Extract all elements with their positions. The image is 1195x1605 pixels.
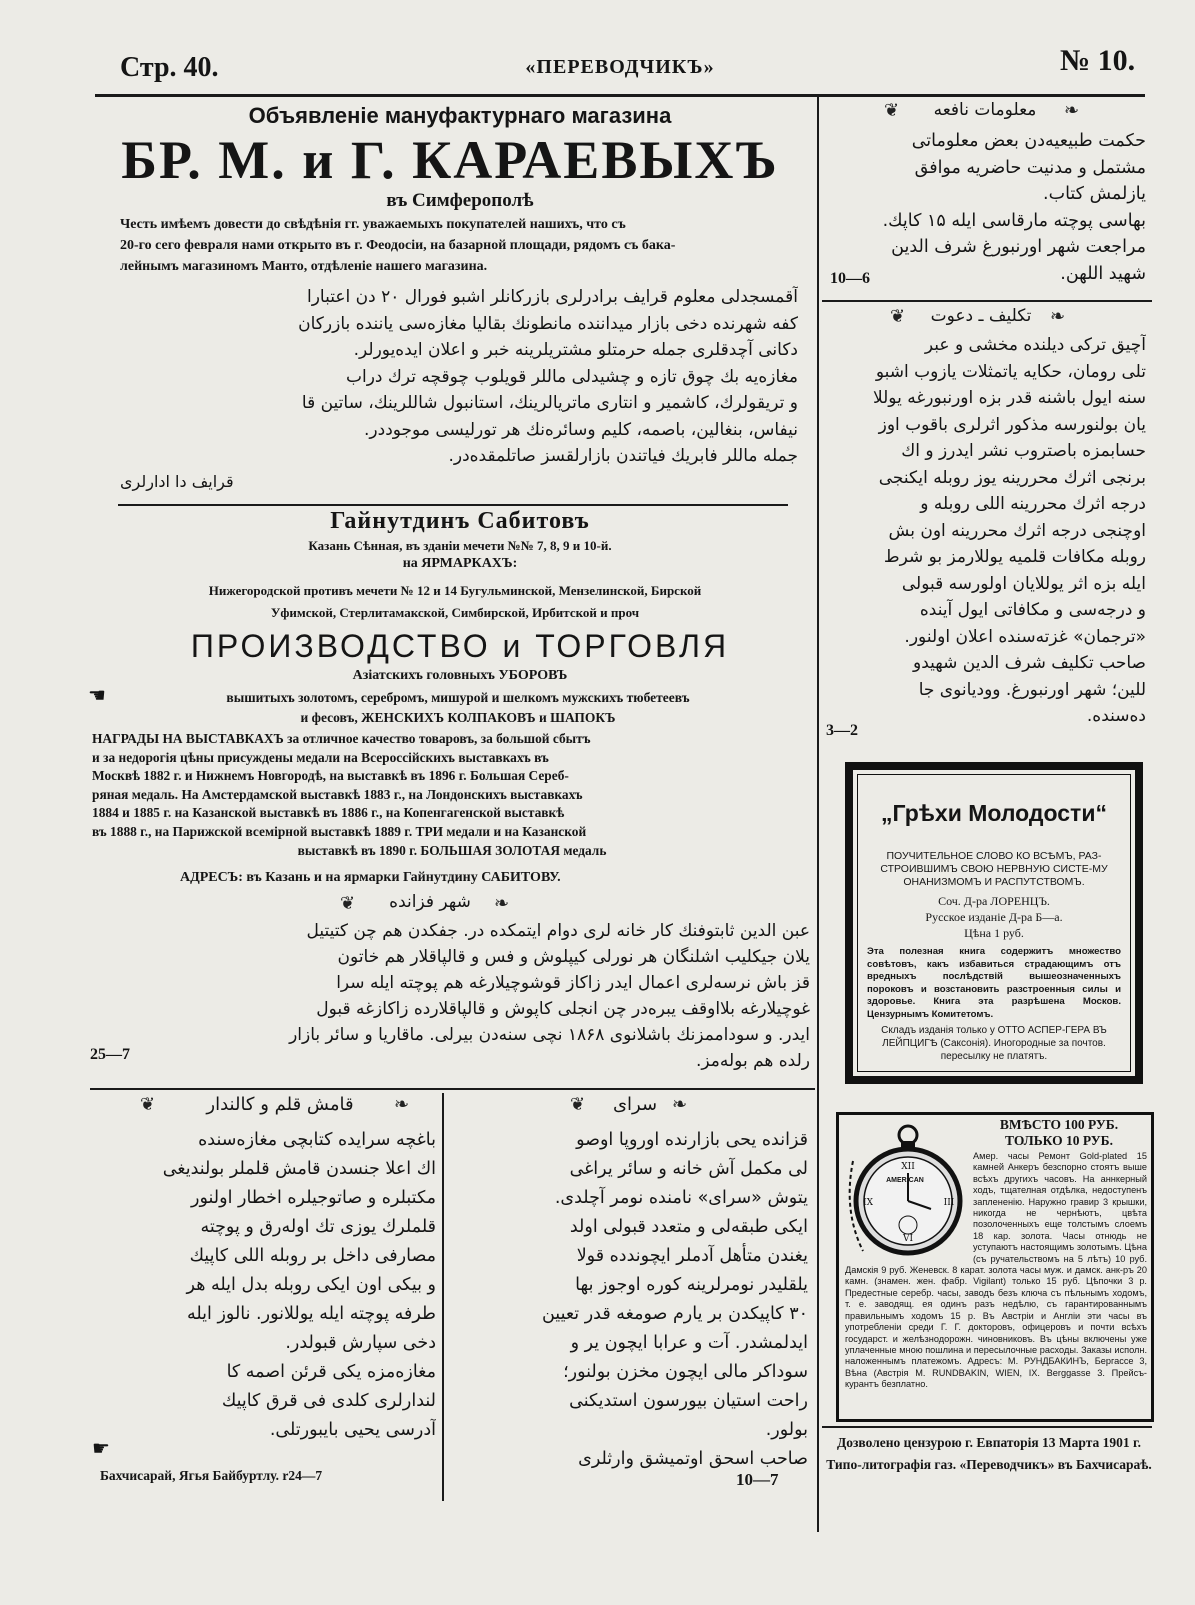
newspaper-title: «ПЕРЕВОДЧИКЪ» bbox=[525, 56, 715, 78]
karaev-place: въ Симферополѣ bbox=[386, 190, 534, 211]
ornament-icon: ❦ bbox=[890, 306, 906, 326]
sabitov-awards-line: ряная медаль. На Амстердамской выставкѣ 1883 г., на Лондонскихъ выставкахъ bbox=[92, 786, 583, 802]
daawat-title: تکلیف ـ دعوت bbox=[930, 306, 1032, 326]
grekhi-author: Соч. Д-ра ЛОРЕНЦЪ. bbox=[938, 894, 1050, 908]
daawat-line: برنجی اثرك محررینه یوز روبله ایکنجی bbox=[878, 467, 1146, 488]
sabitov-tatar-number: 25—7 bbox=[90, 1046, 130, 1063]
sabitov-address: Казань Сѣнная, въ зданiи мечети №№ 7, 8, 9 и 10-й. bbox=[308, 538, 612, 553]
sabitov-tt-line: یلان جیکلیب اشلنگان هر نورلی کیپلوش و فس و قالپاقلار هم خاتون bbox=[337, 947, 810, 967]
sabitov-awards bbox=[92, 730, 812, 860]
sabitov-fairs bbox=[95, 580, 815, 624]
saray-line: لی مکمل آش خانه و سائر یراغی bbox=[569, 1159, 808, 1179]
saray-title: سرای bbox=[612, 1094, 658, 1115]
sabitov-awards-line: 1884 и 1885 г. на Казанской выставкѣ въ 1886 г., на Копенгагенской выставкѣ bbox=[92, 805, 565, 821]
saray-number: 10—7 bbox=[736, 1470, 779, 1489]
watch-text: Амер. часы Ремонт Gold-plated 15 камней Анкеръ безспорно стоятъ выше всѣхъ другихъ часовъ. На аннкерный ходъ, тщателная отдѣлка, недоступенъ заплененiю. Наружно гравир 3 крышки, никогда не чернѣютъ, цвѣта позолоченныхъ еще толстымъ слоемъ 18 кар. золота. Часы отнюдь не уступаютъ настоящимъ золотымъ. Цѣна (съ ручательствомъ на 5 лѣтъ) 10 руб. Дамскiя 9 руб. Женевск. 8 карат. золота часы муж. и дамск. анк-ръ 20 камн. (знамен. жен. фабр. Vigilant) только 15 руб. Цѣпочки 3 р. Предестные серебр. часы, заводъ безъ ключа съ пѣльнымъ ходомъ, т. е. заводящ. ея одинъ разъ недѣлю, съ гарантированнымъ правильнымъ ходомъ 15 р. Въ Австрiи и Англiи эти часы въ употребленiи среди Г. Г. докторовъ, офицеровъ и почти всѣхъ государст. и желѣзнодорожн. чиновниковъ. Въ цѣны включены уже уплаченные мною пошлина и пересылочные расходы. Заказы исполн. наложеннымъ платежомъ. Адресъ: М. РУНДБАКИНЪ, Бергассе 3, Вѣна (Австрiя M. RUNDBAKIN, WIEN, IX. Berggasse 3. Прейсъ-курантъ безплатно. bbox=[845, 1151, 1147, 1390]
ornament-icon: ❦ bbox=[570, 1094, 586, 1114]
saray-line: یلقلیدر نومرلرینه کوره اوجوز بها bbox=[575, 1275, 808, 1295]
malumat-line: حکمت طبیعیه‌دن بعض معلوماتی bbox=[911, 131, 1146, 151]
daawat-line: آچیق ترکی دیلنده مخشی و عبر bbox=[924, 335, 1146, 355]
daawat-line: تلی رومان، حکایه یاتمثلات یازوب اشبو bbox=[875, 361, 1146, 382]
grekhi-price: Цѣна 1 руб. bbox=[964, 926, 1024, 940]
sabitov-awards-line: выставкѣ въ 1890 г. БОЛЬШАЯ ЗОЛОТАЯ медаль bbox=[297, 842, 607, 858]
malumat-line: مشتمل و مدنیت حاضریه موافق bbox=[914, 157, 1146, 178]
malumat-number: 10—6 bbox=[830, 270, 870, 287]
saray-line: بولور. bbox=[765, 1420, 808, 1440]
ornament-icon: ❦ bbox=[340, 893, 356, 913]
saray-line: ۳۰ کاپیکدن بر یارم صومغه قدر تعیین bbox=[541, 1304, 808, 1324]
divider-malumat bbox=[822, 300, 1152, 302]
karaev-tt-line: دکانی آچدقلری جمله حرمتلو مشتریلرینه خبر و اعلان ایده‌یورلر. bbox=[353, 340, 798, 360]
ad-grekhi bbox=[845, 762, 1143, 1084]
daawat-line: «ترجمان» غزته‌سنده اعلان اولنور. bbox=[904, 626, 1146, 647]
daawat-text bbox=[826, 332, 1146, 730]
grekhi-title: „Грѣхи Молодости“ bbox=[881, 800, 1107, 826]
karaev-ru-line: лейнымъ магазиномъ Манто, отдѣленiе нашего магазина. bbox=[120, 259, 488, 274]
karaev-tt-line: مغازه‌یه بك چوق تازه و چشیدلی ماللر قویلوب چوقچه ترك دراب bbox=[345, 366, 798, 387]
sabitov-fairs-heading: на ЯРМАРКАХЪ: bbox=[402, 556, 518, 571]
saray-line: یتوش «سرای» نامنده نومر آچلدی. bbox=[554, 1188, 808, 1208]
kamysh-line: طرفه پوچته ایله یوللانور. نالوز ایله bbox=[187, 1304, 436, 1324]
karaev-tatar-sign: قرایف دا ادارلری bbox=[120, 472, 234, 491]
daawat-line: سنه ایول باشنه قدر بزه اورنبورغه یوللا bbox=[872, 388, 1146, 408]
karaev-tt-line: آقمسجدلی معلوم قرایف برادرلری بازرکانلر اشبو فورال ۲۰ دن اعتبارا bbox=[307, 287, 798, 307]
kamysh-line: باغچه سرایده کتابچی مغازه‌سنده bbox=[198, 1130, 436, 1150]
daawat-number: 3—2 bbox=[826, 722, 858, 739]
malumat-text bbox=[826, 128, 1146, 287]
ornament-icon: ❧ bbox=[394, 1094, 410, 1114]
sabitov-awards-line: НАГРАДЫ НА ВЫСТАВКАХЪ за отличное качество товаровъ, за большой сбытъ bbox=[92, 731, 591, 746]
karaev-tt-line: جمله ماللر فابریك فیاتندن بازارلقسز صاتلمقده‌در. bbox=[448, 446, 798, 466]
malumat-title: معلومات نافعه bbox=[933, 100, 1037, 120]
karaev-kicker: Объявленiе мануфактурнаго магазина bbox=[248, 103, 672, 128]
divider-sabitov bbox=[90, 1088, 815, 1090]
daawat-line: روبله مکافات قلمیه یوللارمز بو شرط bbox=[883, 547, 1146, 567]
watch-text-wrap bbox=[845, 1151, 1147, 1417]
kamysh-line: قلملرك یوزی تك اوله‌رق و پوچته bbox=[200, 1217, 436, 1237]
karaev-tt-line: و تریقولرك، کاشمیر و انتاری ماتریالرینك، استانبول شاللرینك، ساتین قا bbox=[301, 393, 798, 413]
kamysh-line: و بیکی اون ایکی روبله بدل ایله هر bbox=[186, 1275, 436, 1295]
kamysh-footer: Бахчисарай, Ягья Байбуртлу. r24—7 bbox=[100, 1468, 323, 1483]
daawat-line: اوچنجی درجه اثرك محررینه اون بش bbox=[888, 520, 1146, 541]
karaev-tatar-text bbox=[118, 284, 798, 470]
sabitov-tatar-text bbox=[90, 918, 810, 1074]
kamysh-line: مغازه‌مزه یکی قرئن اصمه کا bbox=[226, 1362, 436, 1382]
ornament-icon: ❧ bbox=[494, 893, 510, 913]
kamysh-line: مکتبلره و صاتوجیلره اخطار اولنور bbox=[191, 1188, 436, 1208]
sabitov-awards-line: Москвѣ 1882 г. и Нижнемъ Новгородѣ, на выставкѣ въ 1896 г. Большая Сереб- bbox=[92, 768, 569, 784]
karaev-tt-line: نیفاس، بنغالین، باصمه، کلیم وسائره‌نك هر تورلیسی موجوددر. bbox=[364, 419, 798, 440]
pointing-hand-icon: ☚ bbox=[88, 685, 106, 707]
karaev-tt-line: کفه شهرنده دخی بازار میداننده مانطونك بقالیا مغازه‌سی یاننده بازرکان bbox=[298, 313, 798, 334]
karaev-ru-line: Честь имѣемъ довести до свѣдѣнiя гг. уважаемыхъ покупателей нашихъ, что съ bbox=[120, 217, 626, 232]
sabitov-goods bbox=[118, 688, 798, 728]
sabitov-subhead: Азiатскихъ головныхъ УБОРОВЪ bbox=[352, 668, 568, 683]
page-number: Стр. 40. bbox=[120, 52, 219, 83]
sabitov-tt-line: غوچیلارغه بلااوقف یبره‌در چن انجلی کاپوش و قالپاقلارده زاکازغه قبول bbox=[316, 999, 810, 1019]
sabitov-name: Гайнутдинъ Сабитовъ bbox=[330, 508, 590, 534]
svg-text:IX: IX bbox=[863, 1198, 873, 1208]
sabitov-goods-line: вышитыхъ золотомъ, серебромъ, мишурой и шелкомъ мужскихъ тюбетеевъ bbox=[226, 690, 690, 705]
ad-watch bbox=[836, 1112, 1154, 1422]
daawat-line: للین؛ شهر اورنبورغ. وودیانوی جا bbox=[918, 679, 1146, 700]
saray-line: سوداکر مالی ایچون مخزن بولنور؛ bbox=[563, 1362, 808, 1382]
kamysh-text bbox=[96, 1126, 436, 1445]
kamysh-line: اك اعلا جنسدن قامش قلملر بولندیغی bbox=[162, 1159, 436, 1179]
sabitov-fair-line: Нижегородской противъ мечети № 12 и 14 Бугульминской, Мензелинской, Бирской bbox=[208, 583, 702, 598]
sabitov-tt-line: رلده هم بوله‌مز. bbox=[695, 1051, 810, 1071]
divider-censor bbox=[822, 1426, 1152, 1428]
daawat-line: و درجه‌سی و مکافاتی ایول آینده bbox=[919, 600, 1146, 620]
grekhi-edition: Русское изданiе Д-ра Б—а. bbox=[925, 910, 1063, 924]
sabitov-awards-line: въ 1888 г., на Парижской всемiрной выставкѣ 1889 г. ТРИ медали и на Казанской bbox=[92, 823, 587, 839]
watch-dial-label: AMERICAN bbox=[886, 1177, 924, 1184]
karaev-title: БР. М. и Г. КАРАЕВЫХЪ bbox=[121, 130, 779, 190]
svg-text:VI: VI bbox=[902, 1234, 914, 1244]
censor-note: Дозволено цензурою г. Евпаторiя 13 Марта 1901 г. Типо-литографiя газ. «Переводчикъ» въ Бахчисараѣ. bbox=[826, 1435, 1152, 1472]
watch-float-spacer bbox=[845, 1151, 973, 1255]
watch-head-1: ВМѢСТО 100 РУБ. bbox=[999, 1117, 1119, 1132]
sabitov-tatar-title: شهر فزانده bbox=[389, 892, 471, 912]
grekhi-body: Эта полезная книга содержитъ множество совѣтовъ, какъ избавиться страдающимъ отъ вредныхъ послѣдствiй вышеозначенныхъ пороковъ и возстановить разстроенныя силы и здоровье. Книга эта разрѣшена Москов. Цензурнымъ Комитетомъ. bbox=[867, 946, 1121, 1020]
watch-head-2: ТОЛЬКО 10 РУБ. bbox=[1005, 1133, 1113, 1148]
sabitov-address-line: АДРЕСЪ: въ Казань и на ярмарки Гайнутдину САБИТОВУ. bbox=[180, 870, 561, 885]
malumat-line: مراجعت شهر اورنبورغ شرف الدین bbox=[891, 237, 1146, 257]
saray-line: ایکی طبقه‌لی و متعدد قبولی اولد bbox=[569, 1217, 808, 1237]
sabitov-awards-line: и за недорогiя цѣны присуждены медали на Всероссiйскихъ выставкахъ въ bbox=[92, 749, 549, 765]
ornament-icon: ❦ bbox=[140, 1094, 156, 1114]
kamysh-line: لندارلری کلدی فی قرق کاپیك bbox=[221, 1391, 436, 1411]
saray-text bbox=[452, 1126, 808, 1474]
ornament-icon: ❧ bbox=[672, 1094, 688, 1114]
ornament-icon: ❧ bbox=[1064, 100, 1080, 120]
karaev-ru-line: 20-го сего февраля нами открыто въ г. Феодосiи, на базарной площади, рядомъ съ бака- bbox=[120, 238, 676, 253]
kamysh-title: قامش قلم و کالندار bbox=[206, 1094, 354, 1115]
grekhi-footer: Складъ изданiя только у ОТТО АСПЕР-ГЕРА ВЪ ЛЕЙПЦИГѢ (Саксонiя). Иногородные за почтов. пересылку не платятъ. bbox=[881, 1025, 1107, 1062]
ornament-icon: ❧ bbox=[1050, 306, 1066, 326]
daawat-line: یان بولنورسه مذکور اثرلری باقوب اوز bbox=[878, 414, 1146, 435]
issue-number: № 10. bbox=[1060, 44, 1136, 77]
malumat-line: بهاسی پوچته مارقاسی ایله ۱۵ کاپك. bbox=[882, 210, 1146, 231]
sabitov-fair-line: Уфимской, Стерлитамакской, Симбирской, Ирбитской и проч bbox=[270, 605, 640, 620]
daawat-line: ایله بزه اثر یوللایان اولورسه قبولی bbox=[901, 573, 1146, 594]
svg-text:XII: XII bbox=[901, 1162, 915, 1172]
daawat-line: حسابمزه باصتروب نشر ایدرز و اك bbox=[901, 441, 1146, 461]
malumat-line: یازلمش کتاب. bbox=[1043, 184, 1146, 204]
kamysh-line: دخی سپارش قبولدر. bbox=[285, 1333, 436, 1353]
malumat-line: شهید اللهن. bbox=[1060, 263, 1146, 284]
svg-text:III: III bbox=[943, 1198, 955, 1208]
sabitov-tt-line: ایدر. و سوداممزنك باشلانوی ۱۸۶۸ نچی سنه‌دن بیرلی. ماقاریا و سائر بازار bbox=[289, 1025, 810, 1045]
column-divider-bottom bbox=[442, 1093, 444, 1501]
saray-line: یغندن متأهل آدملر ایچوندده قولا bbox=[576, 1246, 808, 1266]
saray-line: صاحب اسحق اوتمیشق وارثلری bbox=[578, 1449, 808, 1469]
karaev-ru-text bbox=[120, 214, 790, 277]
saray-line: ایدلمشدر. آت و عرابا ایچون یر و bbox=[570, 1333, 808, 1353]
saray-line: قزانده یحی بازارنده اوروپا اوصو bbox=[576, 1130, 808, 1150]
sabitov-headline: ПРОИЗВОДСТВО и ТОРГОВЛЯ bbox=[190, 628, 730, 664]
divider-karaev bbox=[118, 504, 788, 506]
kamysh-line: آدرسی یحیی بایبورتلی. bbox=[269, 1420, 436, 1440]
column-divider-right bbox=[817, 97, 819, 1532]
sabitov-tt-line: عبن الدین ثابتوفنك كار خانه لری دوام ایتمكده در. جفكدن هم چن کتیتیل bbox=[306, 921, 810, 941]
sabitov-goods-line: и фесовъ, ЖЕНСКИХЪ КОЛПАКОВЪ и ШАПОКЪ bbox=[300, 710, 616, 725]
pointing-hand-icon: ☛ bbox=[92, 1438, 110, 1460]
kamysh-line: مصارفی داخل بر روبله اللی کاپیك bbox=[189, 1246, 436, 1266]
grekhi-subtitle: ПОУЧИТЕЛЬНОЕ СЛОВО КО ВСѢМЪ, РАЗ-СТРОИВШИМЪ СВОЮ НЕРВНУЮ СИСТЕ-МУ ОНАНИЗМОМЪ И РАСПУТСТВОМЪ. bbox=[880, 850, 1108, 888]
daawat-line: درجه اثرك محررینه اللی روبله و bbox=[920, 494, 1146, 514]
ornament-icon: ❦ bbox=[884, 100, 900, 120]
sabitov-tt-line: قز باش نرسه‌لری اعمال ایدر زاکاز قوشوچیلارغه هم پوچته ایله سرا bbox=[336, 973, 810, 993]
header-rule bbox=[95, 94, 1145, 97]
daawat-line: صاحب تکلیف شرف الدین شهیدو bbox=[913, 653, 1146, 673]
saray-line: راحت استیان بیورسون استدیکنی bbox=[569, 1391, 808, 1411]
daawat-line: ده‌سنده. bbox=[1086, 706, 1146, 726]
